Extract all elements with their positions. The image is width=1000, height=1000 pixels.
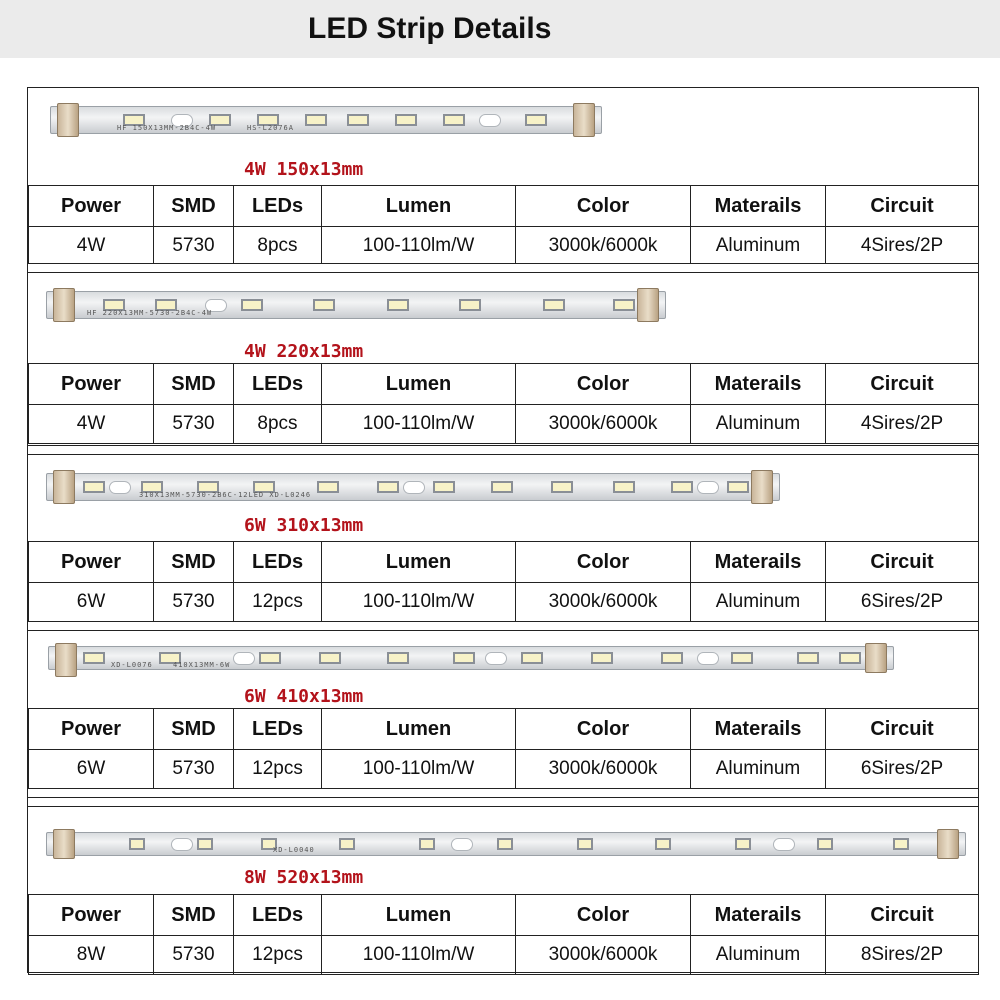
- led-chip-icon: [521, 652, 543, 664]
- led-chip-icon: [347, 114, 369, 126]
- header-power: Power: [29, 186, 154, 227]
- mounting-hole-icon: [485, 652, 507, 665]
- header-materials: Materails: [691, 186, 826, 227]
- section-divider: [28, 263, 978, 273]
- led-chip-icon: [591, 652, 613, 664]
- led-chip-icon: [313, 299, 335, 311]
- cell-color: 3000k/6000k: [516, 583, 691, 622]
- cell-circuit: 6Sires/2P: [826, 583, 979, 622]
- cell-leds: 8pcs: [234, 227, 322, 266]
- connector-icon: [637, 288, 659, 322]
- led-chip-icon: [893, 838, 909, 850]
- strip-caption: 4W 220x13mm: [244, 341, 364, 362]
- mounting-hole-icon: [773, 838, 795, 851]
- connector-icon: [53, 829, 75, 859]
- spec-table: [28, 363, 979, 444]
- header-power: Power: [29, 895, 154, 936]
- header-color: Color: [516, 709, 691, 750]
- led-chip-icon: [525, 114, 547, 126]
- led-chip-icon: [83, 652, 105, 664]
- header-materials: Materails: [691, 709, 826, 750]
- cell-materials: Aluminum: [691, 227, 826, 266]
- header-smd: SMD: [154, 364, 234, 405]
- connector-icon: [751, 470, 773, 504]
- spec-frame: [27, 87, 979, 973]
- connector-icon: [57, 103, 79, 137]
- header-smd: SMD: [154, 895, 234, 936]
- cell-lumen: 100-110lm/W: [322, 405, 516, 444]
- cell-circuit: 4Sires/2P: [826, 405, 979, 444]
- cell-materials: Aluminum: [691, 405, 826, 444]
- spec-table: [28, 708, 979, 789]
- strip-caption: 6W 410x13mm: [244, 686, 364, 707]
- cell-power: 8W: [29, 936, 154, 975]
- header-lumen: Lumen: [322, 186, 516, 227]
- cell-materials: Aluminum: [691, 583, 826, 622]
- spec-table: [28, 541, 979, 622]
- led-chip-icon: [129, 838, 145, 850]
- header-materials: Materails: [691, 542, 826, 583]
- mounting-hole-icon: [171, 838, 193, 851]
- header-circuit: Circuit: [826, 709, 979, 750]
- silkscreen-text: HF 220X13MM-5730-2B4C-4W: [87, 309, 213, 317]
- led-chip-icon: [377, 481, 399, 493]
- led-chip-icon: [655, 838, 671, 850]
- led-chip-icon: [259, 652, 281, 664]
- led-chip-icon: [433, 481, 455, 493]
- header-lumen: Lumen: [322, 895, 516, 936]
- led-chip-icon: [241, 299, 263, 311]
- strip-caption: 6W 310x13mm: [244, 515, 364, 536]
- cell-color: 3000k/6000k: [516, 227, 691, 266]
- cell-circuit: 8Sires/2P: [826, 936, 979, 975]
- silkscreen-text: XD-L0076: [111, 661, 153, 669]
- led-chip-icon: [387, 299, 409, 311]
- header-leds: LEDs: [234, 895, 322, 936]
- connector-icon: [55, 643, 77, 677]
- mounting-hole-icon: [109, 481, 131, 494]
- led-chip-icon: [305, 114, 327, 126]
- led-chip-icon: [727, 481, 749, 493]
- led-chip-icon: [497, 838, 513, 850]
- led-chip-icon: [459, 299, 481, 311]
- led-chip-icon: [419, 838, 435, 850]
- cell-smd: 5730: [154, 750, 234, 789]
- connector-icon: [573, 103, 595, 137]
- led-chip-icon: [395, 114, 417, 126]
- led-chip-icon: [735, 838, 751, 850]
- strip-caption: 4W 150x13mm: [244, 159, 364, 180]
- header-smd: SMD: [154, 709, 234, 750]
- silkscreen-text: XD-L0040: [273, 846, 315, 854]
- header-power: Power: [29, 364, 154, 405]
- header-circuit: Circuit: [826, 186, 979, 227]
- header-color: Color: [516, 364, 691, 405]
- header-leds: LEDs: [234, 186, 322, 227]
- spec-table: [28, 894, 979, 975]
- cell-lumen: 100-110lm/W: [322, 750, 516, 789]
- led-strip-image: [46, 291, 666, 319]
- led-chip-icon: [83, 481, 105, 493]
- led-strip-image: [46, 473, 780, 501]
- led-strip-image: [46, 832, 966, 856]
- led-strip-image: [48, 646, 894, 670]
- section-divider: [28, 445, 978, 455]
- led-chip-icon: [319, 652, 341, 664]
- cell-leds: 12pcs: [234, 936, 322, 975]
- led-chip-icon: [661, 652, 683, 664]
- cell-lumen: 100-110lm/W: [322, 227, 516, 266]
- header-materials: Materails: [691, 895, 826, 936]
- mounting-hole-icon: [403, 481, 425, 494]
- cell-leds: 12pcs: [234, 583, 322, 622]
- led-chip-icon: [443, 114, 465, 126]
- led-chip-icon: [551, 481, 573, 493]
- header-color: Color: [516, 542, 691, 583]
- led-chip-icon: [339, 838, 355, 850]
- header-lumen: Lumen: [322, 709, 516, 750]
- section-divider: [28, 797, 978, 807]
- cell-leds: 8pcs: [234, 405, 322, 444]
- mounting-hole-icon: [233, 652, 255, 665]
- cell-materials: Aluminum: [691, 936, 826, 975]
- cell-lumen: 100-110lm/W: [322, 936, 516, 975]
- silkscreen-text: HS-L2076A: [247, 124, 294, 132]
- header-lumen: Lumen: [322, 542, 516, 583]
- strip-caption: 8W 520x13mm: [244, 867, 364, 888]
- led-chip-icon: [543, 299, 565, 311]
- header-smd: SMD: [154, 542, 234, 583]
- header-circuit: Circuit: [826, 364, 979, 405]
- cell-leds: 12pcs: [234, 750, 322, 789]
- led-chip-icon: [453, 652, 475, 664]
- led-chip-icon: [731, 652, 753, 664]
- led-chip-icon: [491, 481, 513, 493]
- cell-power: 4W: [29, 227, 154, 266]
- led-chip-icon: [577, 838, 593, 850]
- header-power: Power: [29, 709, 154, 750]
- led-chip-icon: [671, 481, 693, 493]
- led-chip-icon: [317, 481, 339, 493]
- led-chip-icon: [817, 838, 833, 850]
- cell-smd: 5730: [154, 405, 234, 444]
- cell-color: 3000k/6000k: [516, 936, 691, 975]
- mounting-hole-icon: [451, 838, 473, 851]
- cell-lumen: 100-110lm/W: [322, 583, 516, 622]
- cell-circuit: 6Sires/2P: [826, 750, 979, 789]
- silkscreen-text: 310X13MM-5730-2B6C-12LED XD-L0246: [139, 491, 312, 499]
- led-chip-icon: [797, 652, 819, 664]
- cell-smd: 5730: [154, 583, 234, 622]
- mounting-hole-icon: [697, 652, 719, 665]
- header-circuit: Circuit: [826, 542, 979, 583]
- led-strip-image: [50, 106, 602, 134]
- header-smd: SMD: [154, 186, 234, 227]
- header-leds: LEDs: [234, 364, 322, 405]
- led-chip-icon: [613, 299, 635, 311]
- header-color: Color: [516, 186, 691, 227]
- led-chip-icon: [197, 838, 213, 850]
- cell-materials: Aluminum: [691, 750, 826, 789]
- cell-color: 3000k/6000k: [516, 405, 691, 444]
- led-chip-icon: [839, 652, 861, 664]
- page-title: LED Strip Details: [308, 12, 552, 45]
- connector-icon: [937, 829, 959, 859]
- cell-color: 3000k/6000k: [516, 750, 691, 789]
- header-circuit: Circuit: [826, 895, 979, 936]
- header-materials: Materails: [691, 364, 826, 405]
- header-leds: LEDs: [234, 709, 322, 750]
- cell-circuit: 4Sires/2P: [826, 227, 979, 266]
- silkscreen-text: 410X13MM-6W: [173, 661, 231, 669]
- silkscreen-text: HF 150X13MM-2B4C-4W: [117, 124, 217, 132]
- header-lumen: Lumen: [322, 364, 516, 405]
- cell-power: 6W: [29, 750, 154, 789]
- section-divider: [28, 621, 978, 631]
- cell-smd: 5730: [154, 227, 234, 266]
- cell-power: 6W: [29, 583, 154, 622]
- cell-smd: 5730: [154, 936, 234, 975]
- connector-icon: [53, 288, 75, 322]
- led-chip-icon: [613, 481, 635, 493]
- led-chip-icon: [387, 652, 409, 664]
- header-power: Power: [29, 542, 154, 583]
- mounting-hole-icon: [479, 114, 501, 127]
- connector-icon: [865, 643, 887, 673]
- header-color: Color: [516, 895, 691, 936]
- mounting-hole-icon: [697, 481, 719, 494]
- connector-icon: [53, 470, 75, 504]
- header-leds: LEDs: [234, 542, 322, 583]
- spec-table: [28, 185, 979, 266]
- cell-power: 4W: [29, 405, 154, 444]
